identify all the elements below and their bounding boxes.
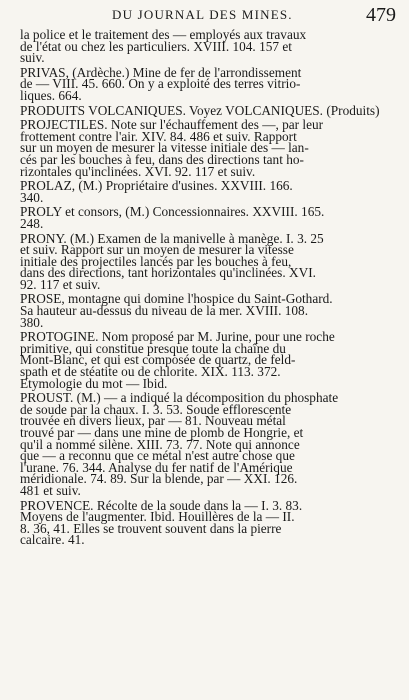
entry-line: PROJECTILES. Note sur l'échauffement des —, par leur — [20, 117, 324, 133]
index-entry — [20, 180, 398, 203]
entry-line: Sa hauteur au-dessus du niveau de la mer. XVIII. 108. — [20, 303, 309, 319]
entry-line: PRIVAS, (Ardèche.) Mine de fer de l'arrondissement — [20, 64, 302, 80]
entry-line: PRONY. (M.) Examen de la manivelle à manège. I. 3. 25 — [20, 230, 324, 246]
page-header — [0, 4, 409, 26]
entry-line: Etymologie du mot — Ibid. — [20, 375, 168, 391]
entry-line: 340. — [20, 189, 44, 205]
entry-line: PROLY et consors, (M.) Concessionnaires. XXVIII. 165. — [20, 204, 325, 220]
entry-line: l'urane. 76. 344. Analyse du fer natif de l'Amérique — [20, 459, 293, 475]
index-entry — [20, 64, 398, 103]
entry-line: initiale des projectiles lancés par les bouches à feu, — [20, 253, 292, 269]
entry-line: Mont-Blanc, et qui est composée de quartz, de feld- — [20, 352, 296, 368]
index-entry — [20, 119, 398, 177]
entry-line: 8. 36, 41. Elles se trouvent souvent dans la pierre — [20, 520, 282, 536]
entry-line: primitive, qui constitue presque toute la chaîne du — [20, 340, 286, 356]
entry-line: méridionale. 74. 89. Sur la blende, par — XXI. 126. — [20, 471, 298, 487]
entry-line: de — VIII. 45. 660. On y a exploité des terres vitrio- — [20, 76, 301, 92]
entry-line: la police et le traitement des — employés aux travaux — [20, 27, 307, 42]
entry-line: rizontales qu'inclinées. XVI. 92. 117 et suiv. — [20, 163, 256, 179]
index-entry — [20, 293, 398, 328]
entry-line: Moyens de l'augmenter. Ibid. Houillères de la — II. — [20, 509, 295, 525]
entry-line: cés par les bouches à feu, dans des directions tant ho- — [20, 151, 304, 167]
entry-line: 92. 117 et suiv. — [20, 276, 101, 292]
entry-line: 248. — [20, 215, 44, 231]
entry-line: spath et de stéatite ou de chlorite. XIX. 113. 372. — [20, 364, 281, 380]
entry-line: 380. — [20, 314, 44, 330]
index-entry — [20, 392, 398, 496]
index-entry — [20, 206, 398, 229]
entry-line: dans des directions, tant horizontales qu'inclinées. XVI. — [20, 265, 316, 281]
index-entry — [20, 29, 398, 64]
entry-line: trouvée en divers lieux, par — 81. Nouveau métal — [20, 413, 286, 429]
entry-line: PRODUITS VOLCANIQUES. Voyez VOLCANIQUES. (Produits) — [20, 102, 380, 118]
entry-line: PROLAZ, (M.) Propriétaire d'usines. XXVIII. 166. — [20, 178, 293, 194]
index-entry — [20, 497, 398, 548]
entry-line: de l'état ou chez les particuliers. XVIII. 104. 157 et — [20, 38, 292, 54]
entry-line: liques. 664. — [20, 87, 82, 103]
entry-line: qu'il a nommé silène. XIII. 73. 77. Note qui annonce — [20, 436, 300, 452]
entry-line: PROTOGINE. Nom proposé par M. Jurine, pour une roche — [20, 329, 335, 345]
entry-line: et suiv. Rapport sur un moyen de mesurer la vitesse — [20, 242, 294, 258]
entry-line: sur un moyen de mesurer la vitesse initiale des — lan- — [20, 140, 309, 156]
entry-line: suiv. — [20, 50, 45, 66]
entry-line: calcaire. 41. — [20, 532, 85, 548]
index-entry — [20, 230, 398, 292]
index-entries — [20, 29, 398, 546]
entry-line: frottement contre l'air. XIV. 84. 486 et suiv. Rapport — [20, 128, 297, 144]
running-title: DU JOURNAL DES MINES. — [112, 7, 293, 22]
page-number: 479 — [366, 4, 396, 26]
index-entry — [20, 102, 398, 118]
entry-line: que — a reconnu que ce métal n'est autre chose que — [20, 448, 295, 464]
entry-line: PROVENCE. Récolte de la soude dans la — I. 3. 83. — [20, 497, 303, 513]
entry-line: 481 et suiv. — [20, 482, 81, 498]
index-entry — [20, 331, 398, 389]
entry-line: trouvé par — dans une mine de plomb de Hongrie, et — [20, 425, 304, 440]
entry-line: de soude par la chaux. I. 3. 53. Soude efflorescente — [20, 401, 292, 417]
entry-line: PROUST. (M.) — a indiqué la décomposition du phosphate — [20, 390, 339, 406]
entry-line: PROSE, montagne qui domine l'hospice du Saint-Gothard. — [20, 291, 333, 307]
